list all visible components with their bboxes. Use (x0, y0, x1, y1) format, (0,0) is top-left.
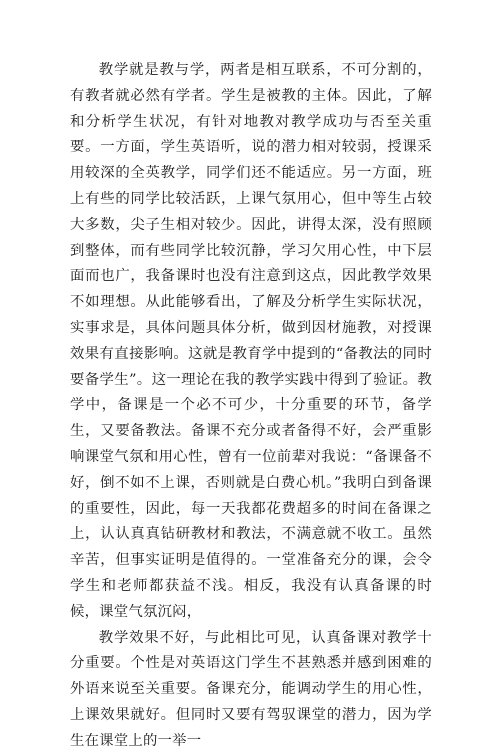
paragraph-1: 教学就是教与学，两者是相互联系，不可分割的，有教者就必然有学者。学生是被教的主体。因此，了解和分析学生状况，有针对地教对教学成功与否至关重要。一方面，学生英语听，说的潜力相对较弱，授课采用较深的全英教学，同学们还不能适应。另一方面，班上有些的同学比较活跃，上课气氛用心，但中等生占较大多数，尖子生相对较少。因此，讲得太深，没有照顾到整体，而有些同学比较沉静，学习欠用心性，中下层面而也广，我备课时也没有注意到这点，因此教学效果不如理想。从此能够看出，了解及分析学生实际状况，实事求是，具体问题具体分析，做到因材施教，对授课效果有直接影响。这就是教育学中提到的“备教法的同时要备学生”。这一理论在我的教学实践中得到了验证。教学中，备课是一个必不可少，十分重要的环节，备学生，又要备教法。备课不充分或者备得不好，会严重影响课堂气氛和用心性，曾有一位前辈对我说：“备课备不好，倒不如不上课，否则就是白费心机。”我明白到备课的重要性，因此，每一天我都花费超多的时间在备课之上，认认真真钻研教材和教法，不满意就不收工。虽然辛苦，但事实证明是值得的。一堂准备充分的课，会令学生和老师都获益不浅。相反，我没有认真备课的时候，课堂气氛沉闷， (70, 62, 432, 620)
paragraph-2: 教学效果不好，与此相比可见，认真备课对教学十分重要。个性是对英语这门学生不甚熟悉并感到困难的外语来说至关重要。备课充分，能调动学生的用心性，上课效果就好。但同时又要有驾驭课堂的潜力，因为学生在课堂上的一举一 (70, 629, 432, 749)
document-body (70, 58, 432, 755)
